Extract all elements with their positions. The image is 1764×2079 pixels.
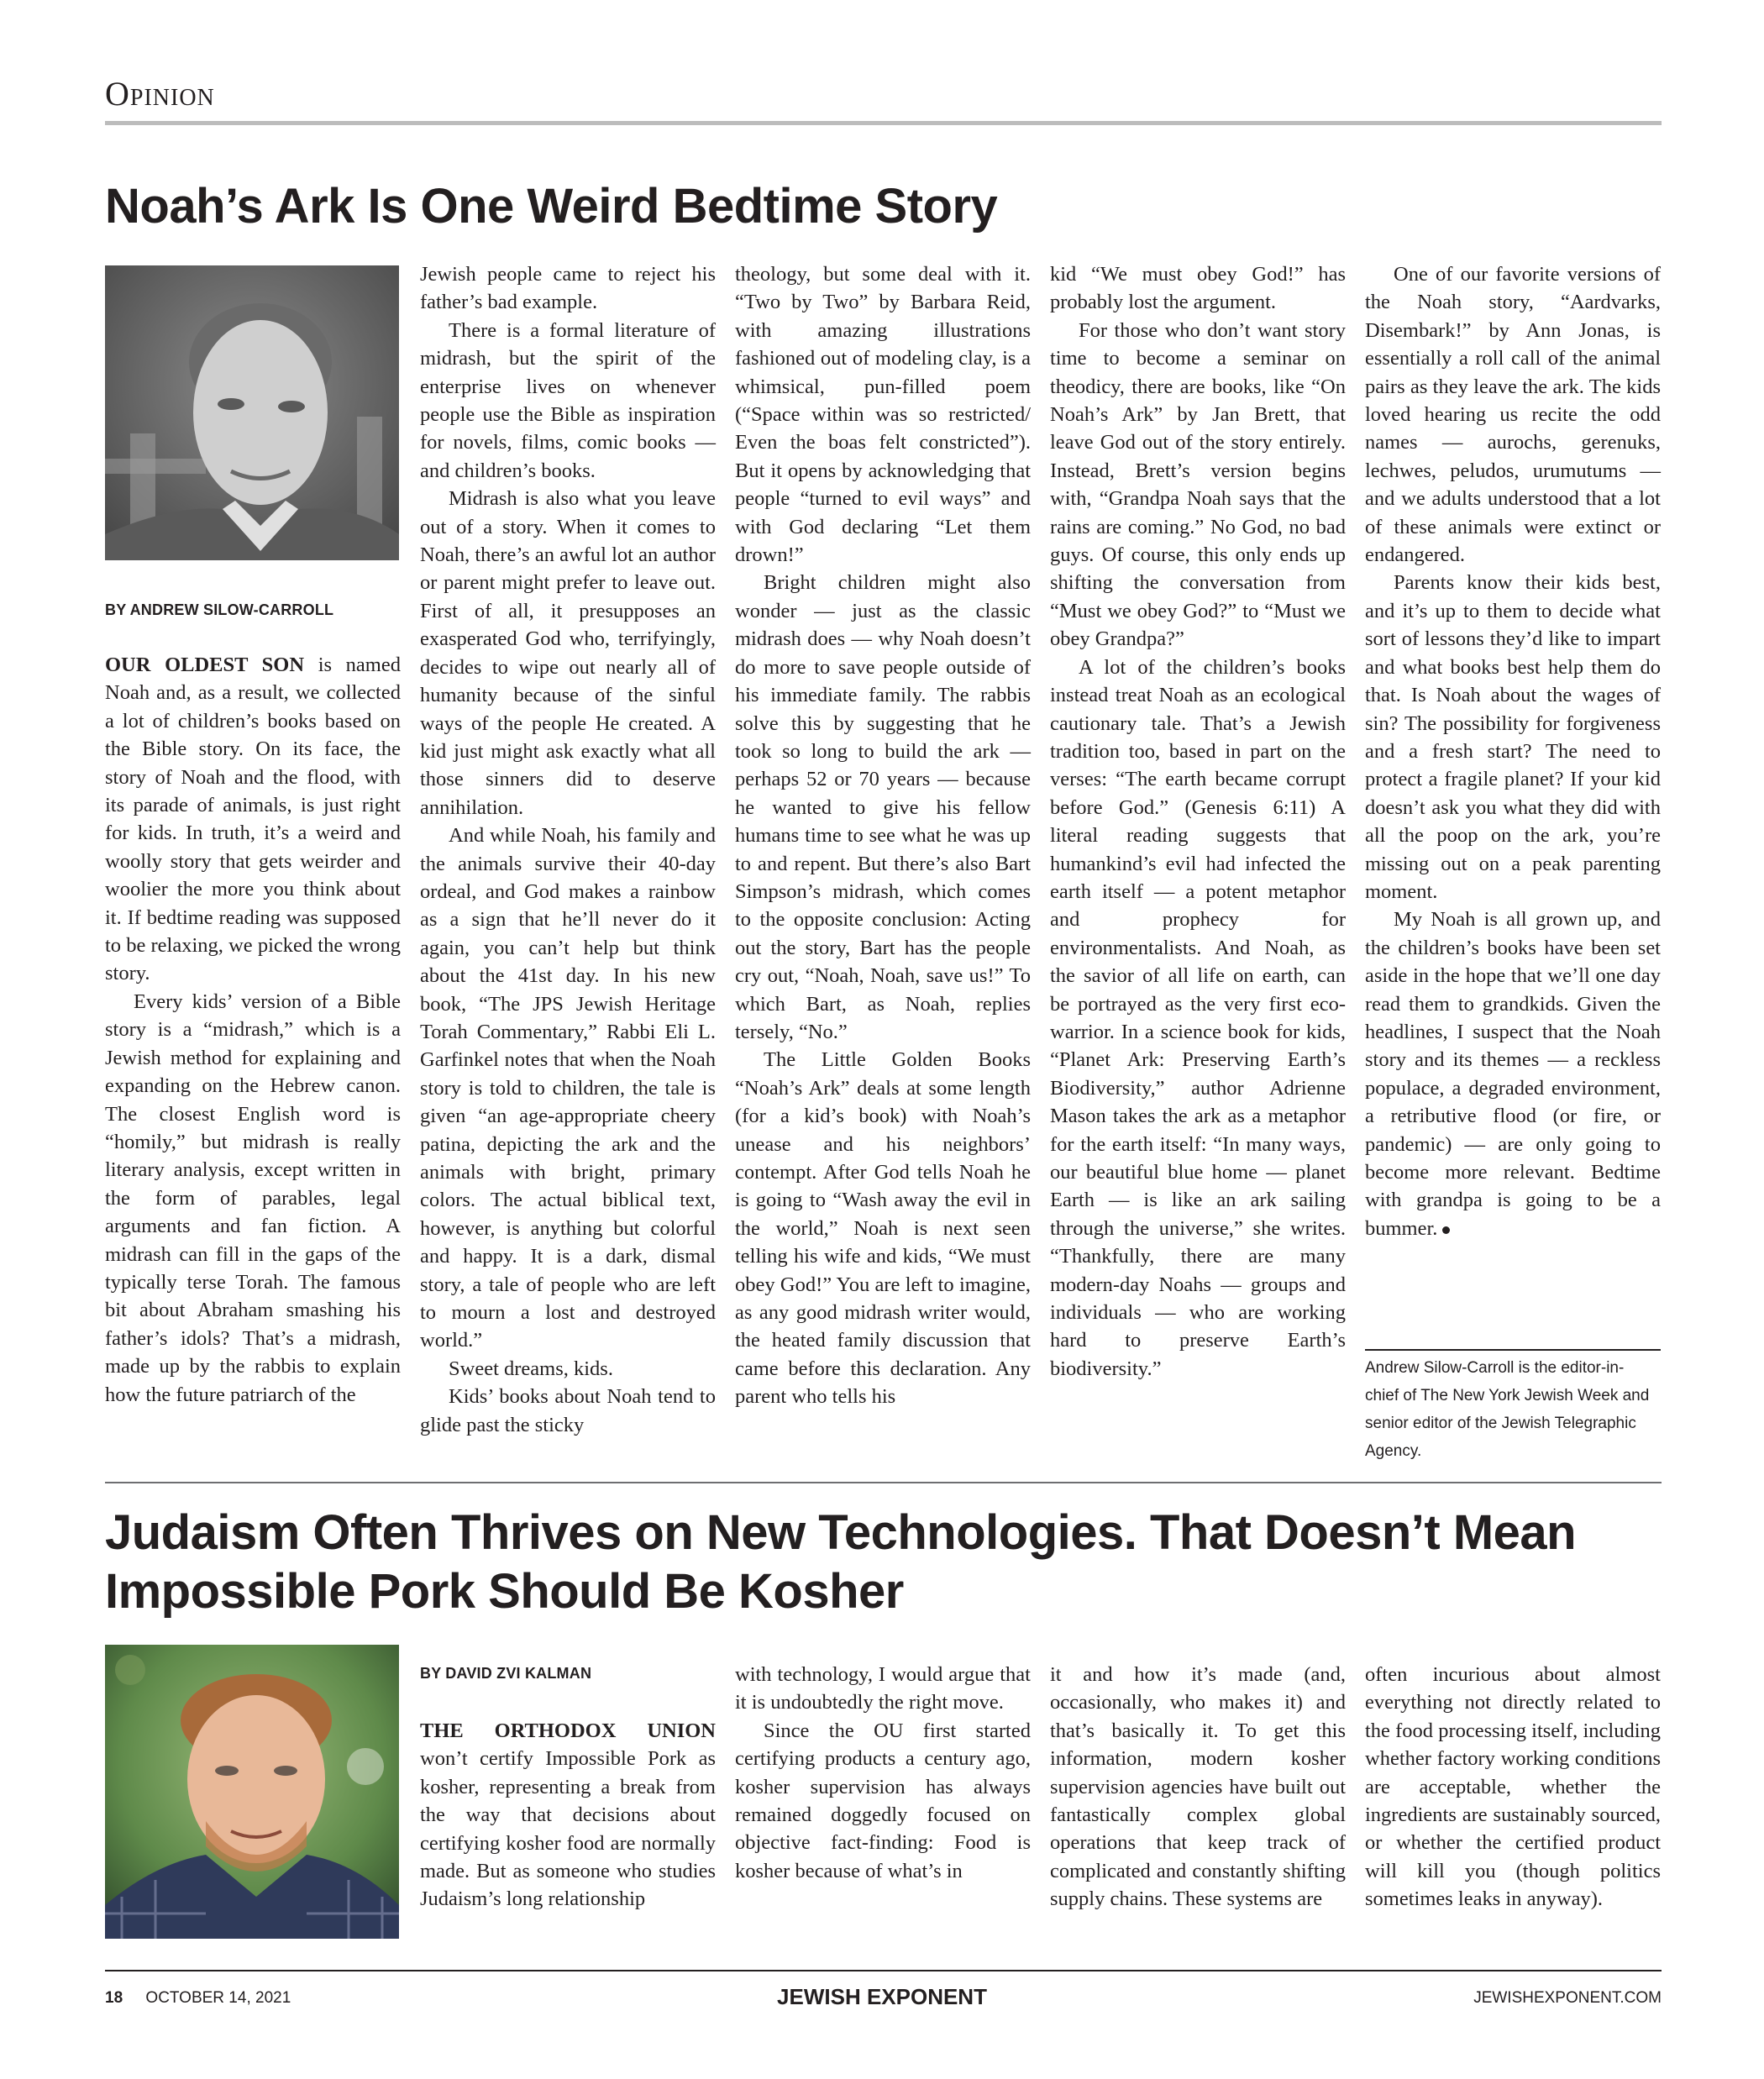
- paragraph: with technology, I would argue that it is undoubtedly the right move.: [735, 1663, 1031, 1714]
- article-2-column-4: [1365, 1661, 1661, 1914]
- author-bio-divider: [1365, 1349, 1661, 1351]
- article-2-headline: Judaism Often Thrives on New Technologies. That Doesn’t Mean Impossible Pork Should Be Kosher: [105, 1505, 1577, 1619]
- paragraph: The Little Golden Books “Noah’s Ark” deals at some length (for a kid’s book) with Noah’s unease and his neighbors’ contempt. After God tells Noah he is going to “Wash away the evil in the world,” Noah is next seen telling his wife and kids, “We must obey God!” You are left to imagine, as any good midrash writer would, the heated family discussion that came before this declaration. Any parent who tells his: [735, 1048, 1031, 1409]
- article-2-column-1: [420, 1717, 716, 1914]
- article-1-lead-caps: OUR OLDEST SON: [105, 654, 305, 676]
- paragraph: Jewish people came to reject his father’s bad example.: [420, 263, 716, 314]
- paragraph-final: My Noah is all grown up, and the children’s books have been set aside in the hope that we’ll one day read them to grandkids. Given the headlines, I suspect that the Noah story and its themes — a reckless populace, a degraded environment, a retributive flood (or fire, or pandemic) — are only going to become more relevant. Bedtime with grandpa is going to be a bummer.: [1365, 908, 1661, 1240]
- article-1-headline: Noah’s Ark Is One Weird Bedtime Story: [105, 179, 998, 234]
- paragraph: Every kids’ version of a Bible story is a “midrash,” which is a Jewish method for explaining and expanding on the Hebrew canon. The closest English word is “homily,” but midrash is really literary analysis, except written in the form of parables, legal arguments and fan fiction. A midrash can fill in the gaps of the typically terse Torah. The famous bit about Abraham smashing his father’s idols? That’s a midrash, made up by the rabbis to explain how the future patriarch of the: [105, 990, 401, 1406]
- paragraph: And while Noah, his family and the animals survive their 40-day ordeal, and God makes a rainbow as a sign that he’ll never do it again, you can’t help but think about the 41st day. In his new book, “The JPS Jewish Heritage Torah Commentary,” Rabbi Eli L. Garfinkel notes that when the Noah story is told to children, the tale is given “an age-appropriate cheery patina, depicting the ark and the animals with bright, primary colors. The actual biblical text, however, is anything but colorful and happy. It is a dark, dismal story, a tale of people who are left to mourn a lost and destroyed world.”: [420, 824, 716, 1352]
- paragraph: theology, but some deal with it. “Two by Two” by Barbara Reid, with amazing illustrations fashioned out of modeling clay, is a whimsical, pun-filled poem (“Space within was so restricted/ Even the boas felt constricted”). But it opens by acknowledging that people “turned to evil ways” and with God declaring “Let them drown!”: [735, 263, 1031, 567]
- paragraph: Since the OU first started certifying products a century ago, kosher supervision has always remained doggedly focused on objective fact-finding: Food is kosher because of what’s in: [735, 1719, 1031, 1882]
- author-photo-david-zvi-kalman: [105, 1645, 399, 1939]
- end-mark-icon: [1442, 1226, 1450, 1234]
- paragraph: kid “We must obey God!” has probably lost the argument.: [1050, 263, 1346, 314]
- article-2-column-3: [1050, 1661, 1346, 1914]
- article-1-column-1: [105, 651, 401, 1409]
- article-1-column-3: [735, 260, 1031, 1411]
- paragraph: A lot of the children’s books instead treat Noah as an ecological cautionary tale. That’s a Jewish tradition too, based in part on the verses: “The earth became corrupt before God.” (Genesis 6:11) A literal reading suggests that humankind’s evil had infected the earth itself — a potent metaphor and prophecy for environmentalists. And Noah, as the savior of all life on earth, can be portrayed as the very first eco-warrior. In a science book for kids, “Planet Ark: Preserving Earth’s Biodiversity,” author Adrienne Mason takes the ark as a metaphor for the earth itself: “In many ways, our beautiful blue home — planet Earth — is like an ark sailing through the universe,” she writes. “Thankfully, there are many modern-day Noahs — groups and individuals — who are working hard to preserve Earth’s biodiversity.”: [1050, 655, 1346, 1380]
- article-1-column-4: [1050, 260, 1346, 1383]
- article-1-column-5: [1365, 260, 1661, 1242]
- paragraph: Kids’ books about Noah tend to glide past the sticky: [420, 1385, 716, 1436]
- portrait-color-icon: [105, 1645, 399, 1939]
- portrait-grayscale-icon: [105, 265, 399, 560]
- issue-date: OCTOBER 14, 2021: [145, 1989, 291, 2007]
- section-label: Opinion: [105, 75, 215, 113]
- paragraph: One of our favorite versions of the Noah story, “Aardvarks, Disembark!” by Ann Jonas, is essentially a roll call of the animal pairs as they leave the ark. The kids loved hearing us recite the odd names — aurochs, gerenuks, lechwes, peludos, urumutums — and we adults understood that a lot of these animals were extinct or endangered.: [1365, 263, 1661, 567]
- paragraph: Parents know their kids best, and it’s up to them to decide what sort of lessons they’d like to impart and what books best help them do that. Is Noah about the wages of sin? The possibility for forgiveness and a fresh start? The need to protect a fragile planet? If your kid doesn’t ask you what they did with all the poop on the ark, you’re missing out on a peak parenting moment.: [1365, 571, 1661, 903]
- article-1-byline: BY ANDREW SILOW-CARROLL: [105, 601, 334, 618]
- article-2-byline: BY DAVID ZVI KALMAN: [420, 1665, 592, 1682]
- paragraph: Bright children might also wonder — just as the classic midrash does — why Noah doesn’t do more to save people outside of his immediate family. The rabbis solve this by suggesting that he took so long to build the ark — perhaps 52 or 70 years — because he wanted to give his fellow humans time to see what he was up to and repent. But there’s also Bart Simpson’s midrash, which comes to the opposite conclusion: Acting out the story, Bart has the people cry out, “Noah, Noah, save us!” To which Bart, as Noah, replies tersely, “No.”: [735, 571, 1031, 1043]
- footer-divider: [105, 1970, 1662, 1971]
- article-2-lead-caps: THE ORTHODOX UNION: [420, 1719, 716, 1742]
- website-link[interactable]: JEWISHEXPONENT.COM: [1473, 1989, 1662, 2007]
- paragraph: often incurious about almost everything not directly related to the food processing itself, including whether factory working conditions are acceptable, whether the ingredients are sustainably sourced, or whether the certified product will kill you (though politics sometimes leaks in anyway).: [1365, 1663, 1661, 1911]
- paragraph: There is a formal literature of midrash, but the spirit of the enterprise lives on whenever people use the Bible as inspiration for novels, films, comic books — and children’s books.: [420, 318, 716, 482]
- page-number: 18: [105, 1989, 123, 2007]
- article-2-column-2: [735, 1661, 1031, 1885]
- section-divider: [105, 121, 1662, 125]
- author-bio: Andrew Silow-Carroll is the editor-in-chief of The New York Jewish Week and senior editor of the Jewish Telegraphic Agency.: [1365, 1359, 1650, 1460]
- article-1-lead-paragraph: OUR OLDEST SON is named Noah and, as a result, we collected a lot of children’s books based on the Bible story. On its face, the story of Noah and the flood, with its parade of animals, is just right for kids. In truth, it’s a weird and woolly story that gets weirder and woolier the more you think about it. If bedtime reading was supposed to be relaxing, we picked the wrong story.: [105, 654, 401, 985]
- article-1-column-2: [420, 260, 716, 1439]
- publication-name: JEWISH EXPONENT: [777, 1984, 987, 2009]
- paragraph: Sweet dreams, kids.: [449, 1357, 613, 1380]
- article-2-lead-paragraph: THE ORTHODOX UNION won’t certify Impossible Pork as kosher, representing a break from the way that decisions about certifying kosher food are normally made. But as someone who studies Judaism’s long relationship: [420, 1719, 716, 1911]
- article-divider: [105, 1482, 1662, 1483]
- paragraph: it and how it’s made (and, occasionally, who makes it) and that’s basically it. To get this information, modern kosher supervision agencies have built out fantastically complex global operations that keep track of complicated and constantly shifting supply chains. These systems are: [1050, 1663, 1346, 1911]
- paragraph: Midrash is also what you leave out of a story. When it comes to Noah, there’s an awful lot an author or parent might prefer to leave out. First of all, it presupposes an exasperated God who, terrifyingly, decides to wipe out nearly all of humanity because of the sinful ways of the people He created. A kid just might ask exactly what all those sinners did to deserve annihilation.: [420, 487, 716, 819]
- paragraph: For those who don’t want story time to become a seminar on theodicy, there are books, like “On Noah’s Ark” by Jan Brett, that leave God out of the story entirely. Instead, Brett’s version begins with, “Grandpa Noah says that the rains are coming.” No God, no bad guys. Of course, this only ends up shifting the conversation from “Must we obey God?” to “Must we obey Grandpa?”: [1050, 318, 1346, 651]
- author-photo-andrew-silow-carroll: [105, 265, 399, 560]
